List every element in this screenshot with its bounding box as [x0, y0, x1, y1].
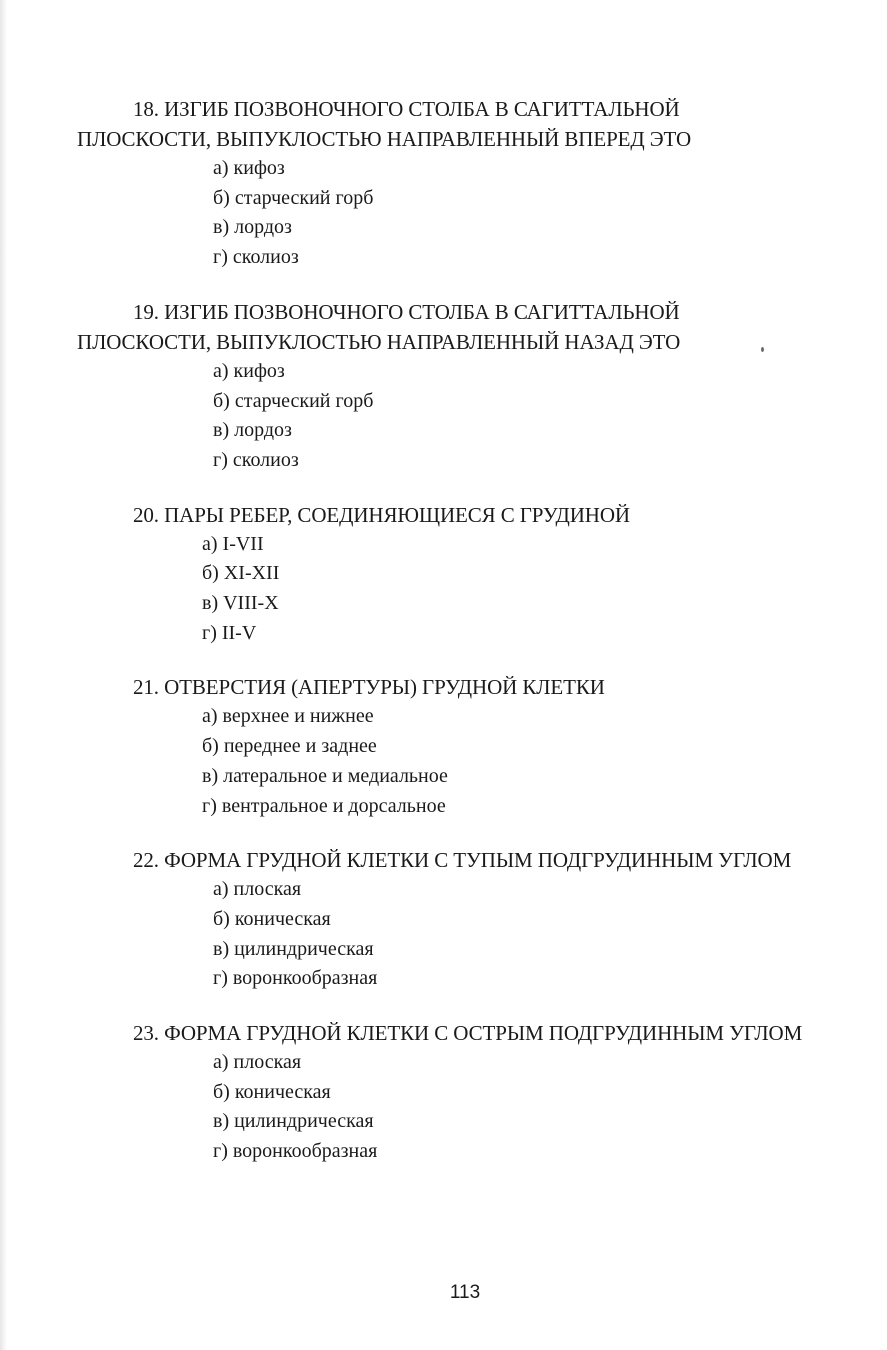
option-b: б) переднее и заднее — [202, 735, 377, 758]
question-23 — [77, 1018, 817, 1167]
option-c: в) лордоз — [213, 216, 292, 239]
option-d: г) вентральное и дорсальное — [202, 794, 446, 817]
option-c: в) цилиндрическая — [213, 937, 374, 960]
option-b: б) коническая — [213, 1080, 331, 1103]
option-d: г) воронкообразная — [213, 967, 378, 990]
option-d: г) сколиоз — [213, 246, 299, 269]
answer-options — [77, 1048, 817, 1167]
question-text: 20. ПАРЫ РЕБЕР, СОЕДИНЯЮЩИЕСЯ С ГРУДИНОЙ — [133, 502, 630, 527]
answer-options — [77, 357, 817, 476]
option-d: г) II-V — [202, 621, 257, 644]
answer-options — [77, 702, 817, 821]
question-text: 18. ИЗГИБ ПОЗВОНОЧНОГО СТОЛБА В САГИТТАЛЬНОЙ ПЛОСКОСТИ, ВЫПУКЛОСТЬЮ НАПРАВЛЕННЫЙ ВПЕРЕД ЭТО — [77, 97, 692, 151]
option-c: в) лордоз — [213, 419, 292, 442]
page-content — [77, 94, 817, 1191]
option-b: б) коническая — [213, 907, 331, 930]
option-a: а) верхнее и нижнее — [202, 705, 374, 728]
option-a: а) кифоз — [213, 359, 285, 382]
question-20 — [77, 500, 817, 649]
answer-options — [77, 875, 817, 994]
answer-options — [77, 154, 817, 273]
question-text: 22. ФОРМА ГРУДНОЙ КЛЕТКИ С ТУПЫМ ПОДГРУДИННЫМ УГЛОМ — [133, 848, 792, 873]
question-19 — [77, 297, 817, 476]
question-18 — [77, 94, 817, 273]
option-c: в) латеральное и медиальное — [202, 764, 448, 787]
option-b: б) XI-XII — [202, 562, 280, 585]
option-d: г) сколиоз — [213, 448, 299, 471]
option-a: а) I-VII — [202, 532, 264, 555]
option-a: а) кифоз — [213, 157, 285, 179]
question-text: 21. ОТВЕРСТИЯ (АПЕРТУРЫ) ГРУДНОЙ КЛЕТКИ — [133, 675, 605, 700]
option-a: а) плоская — [213, 878, 302, 901]
answer-options — [77, 530, 817, 649]
option-b: б) старческий горб — [213, 389, 374, 412]
option-b: б) старческий горб — [213, 186, 374, 209]
option-c: в) цилиндрическая — [213, 1110, 374, 1133]
question-text: 19. ИЗГИБ ПОЗВОНОЧНОГО СТОЛБА В САГИТТАЛЬНОЙ ПЛОСКОСТИ, ВЫПУКЛОСТЬЮ НАПРАВЛЕННЫЙ НАЗАД ЭТО — [77, 299, 681, 354]
question-text: 23. ФОРМА ГРУДНОЙ КЛЕТКИ С ОСТРЫМ ПОДГРУДИННЫМ УГЛОМ — [133, 1021, 803, 1046]
question-21 — [77, 672, 817, 821]
page-number: 113 — [449, 1282, 481, 1303]
page-edge-shadow — [0, 0, 7, 1350]
option-d: г) воронкообразная — [213, 1140, 378, 1163]
question-22 — [77, 845, 817, 994]
option-c: в) VIII-X — [202, 592, 279, 615]
option-a: а) плоская — [213, 1051, 302, 1074]
